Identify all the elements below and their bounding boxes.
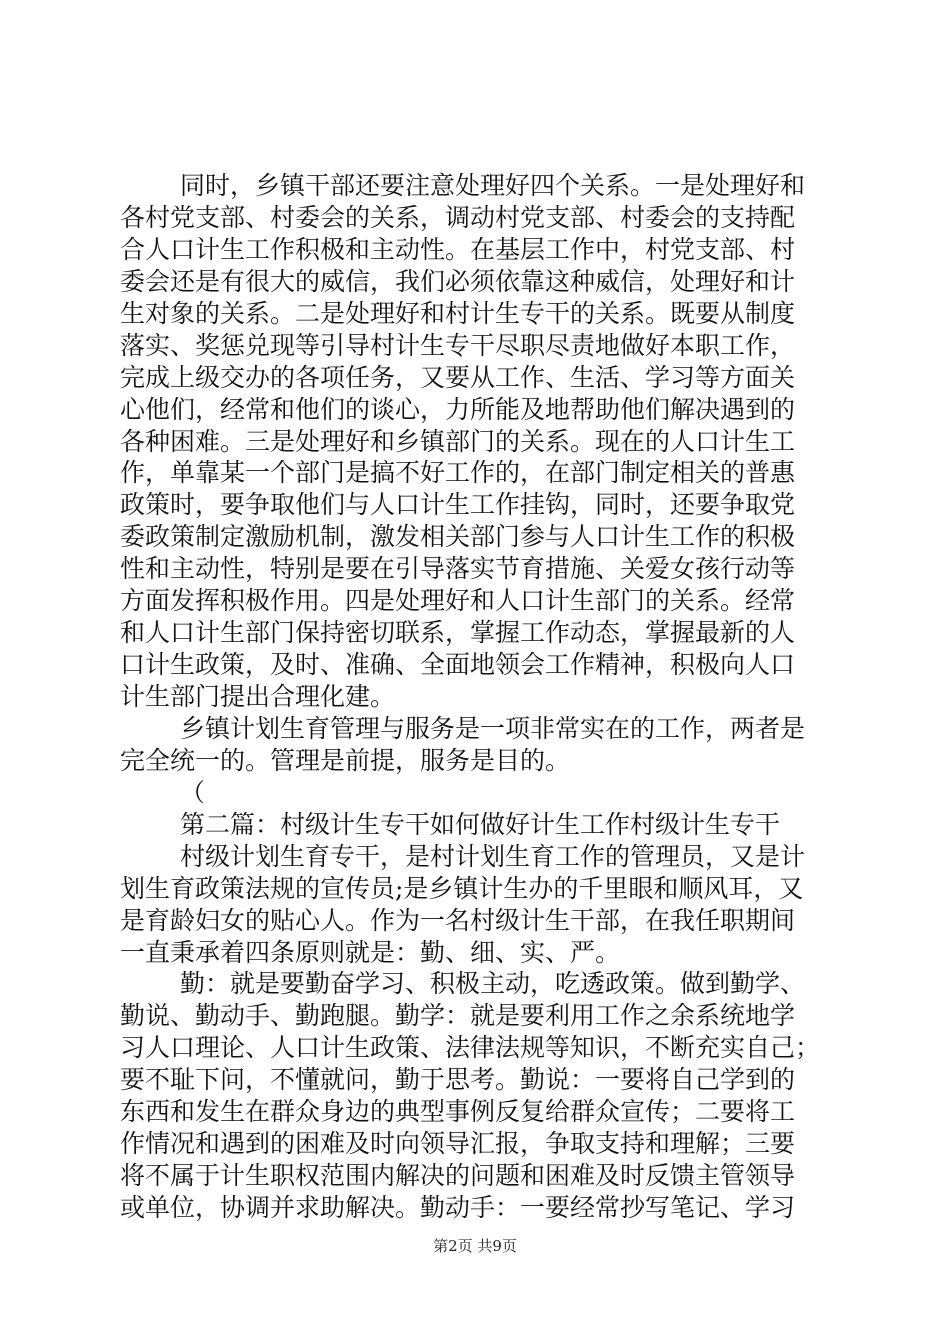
text-line: 性和主动性，特别是要在引导落实节育措施、关爱女孩行动等 <box>120 554 796 584</box>
text-line: 将不属于计生职权范围内解决的问题和困难及时反馈主管领导 <box>120 1161 796 1191</box>
text-line: 东西和发生在群众身边的典型事例反复给群众宣传；二要将工 <box>120 1097 796 1127</box>
text-line: 各种困难。三是处理好和乡镇部门的关系。现在的人口计生工 <box>120 426 796 456</box>
text-line: 是育龄妇女的贴心人。作为一名村级计生干部，在我任职期间 <box>120 905 796 935</box>
text-line: （ <box>180 777 206 807</box>
text-line: 合人口计生工作积极和主动性。在基层工作中，村党支部、村 <box>120 234 796 264</box>
text-line: 习人口理论、人口计生政策、法律法规等知识，不断充实自己； <box>120 1033 821 1063</box>
text-line: 同时，乡镇干部还要注意处理好四个关系。一是处理好和 <box>180 171 806 200</box>
text-line: 完全统一的。管理是前提，服务是目的。 <box>120 745 571 775</box>
text-line: 村级计划生育专干，是村计划生育工作的管理员，又是计 <box>180 841 806 871</box>
text-line: 作，单靠某一个部门是搞不好工作的，在部门制定相关的普惠 <box>120 458 796 488</box>
text-line: 方面发挥积极作用。四是处理好和人口计生部门的关系。经常 <box>120 586 796 616</box>
text-line: 委政策制定激励机制，激发相关部门参与人口计生工作的积极 <box>120 522 796 552</box>
text-line: 勤：就是要勤奋学习、积极主动，吃透政策。做到勤学、 <box>180 969 806 999</box>
text-line: 一直秉承着四条原则就是：勤、细、实、严。 <box>120 937 621 967</box>
text-line: 心他们，经常和他们的谈心，力所能及地帮助他们解决遇到的 <box>120 394 796 424</box>
text-line: 要不耻下问，不懂就问，勤于思考。勤说：一要将自己学到的 <box>120 1065 796 1095</box>
text-line: 口计生政策，及时、准确、全面地领会工作精神，积极向人口 <box>120 650 796 680</box>
text-line: 勤说、勤动手、勤跑腿。勤学：就是要利用工作之余系统地学 <box>120 1001 796 1031</box>
text-line: 落实、奖惩兑现等引导村计生专干尽职尽责地做好本职工作， <box>120 330 796 360</box>
text-line: 划生育政策法规的宣传员;是乡镇计生办的千里眼和顺风耳，又 <box>120 873 804 903</box>
text-line: 和人口计生部门保持密切联系，掌握工作动态，掌握最新的人 <box>120 618 796 648</box>
text-line: 委会还是有很大的威信，我们必须依靠这种威信，处理好和计 <box>120 266 796 296</box>
text-line: 完成上级交办的各项任务，又要从工作、生活、学习等方面关 <box>120 362 796 392</box>
text-line: 计生部门提出合理化建。 <box>120 682 396 712</box>
text-line: 生对象的关系。二是处理好和村计生专干的关系。既要从制度 <box>120 298 796 328</box>
text-line: 或单位，协调并求助解决。勤动手：一要经常抄写笔记、学习 <box>120 1193 796 1223</box>
section-heading: 第二篇：村级计生专干如何做好计生工作村级计生专干 <box>180 809 781 839</box>
text-line: 作情况和遇到的困难及时向领导汇报，争取支持和理解；三要 <box>120 1129 796 1159</box>
text-line: 乡镇计划生育管理与服务是一项非常实在的工作，两者是 <box>180 713 806 743</box>
text-line: 各村党支部、村委会的关系，调动村党支部、村委会的支持配 <box>120 202 796 232</box>
text-line: 政策时，要争取他们与人口计生工作挂钩，同时，还要争取党 <box>120 490 796 520</box>
page-number-footer: 第2页 共9页 <box>433 1237 517 1255</box>
